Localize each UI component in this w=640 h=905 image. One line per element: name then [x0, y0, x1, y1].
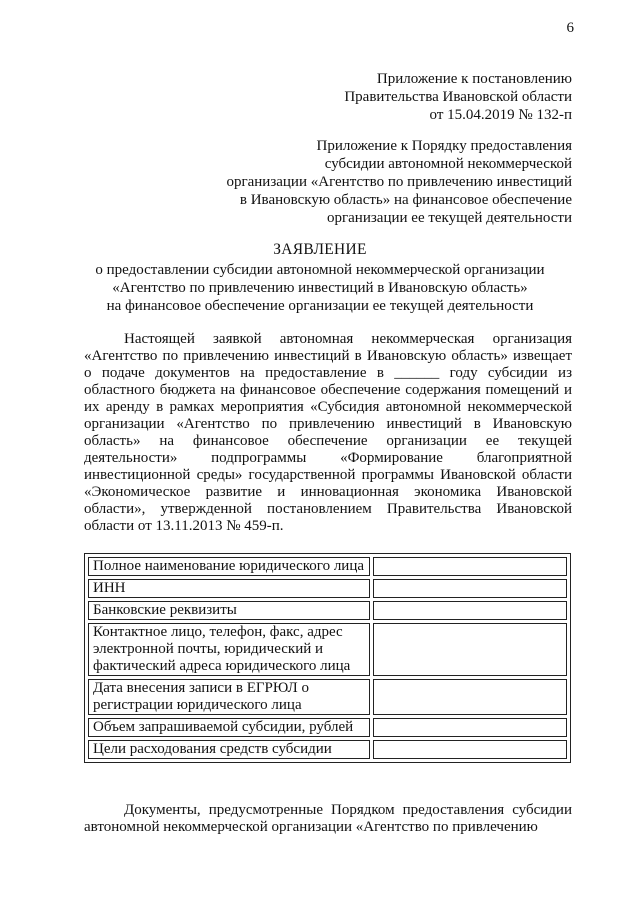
form-field-label: Цели расходования средств субсидии [88, 740, 370, 759]
table-row [88, 679, 567, 715]
appendix-procedure-line: организации ее текущей деятельности [327, 210, 572, 226]
appendix-procedure-line: в Ивановскую область» на финансовое обеспечение [239, 192, 572, 208]
form-field-label: Объем запрашиваемой субсидии, рублей [88, 718, 370, 737]
page-number: 6 [566, 20, 574, 36]
form-field-label: ИНН [88, 579, 370, 598]
table-row [88, 740, 567, 759]
appendix-procedure-line: организации «Агентство по привлечению инвестиций [226, 174, 572, 190]
table-row [88, 718, 567, 737]
form-field-value[interactable] [373, 623, 567, 676]
form-field-value[interactable] [373, 601, 567, 620]
appendix-resolution-line: Правительства Ивановской области [344, 89, 572, 105]
table-row [88, 557, 567, 576]
document-title: ЗАЯВЛЕНИЕ [273, 241, 367, 258]
appendix-resolution-line: Приложение к постановлению [376, 71, 572, 87]
table-row [88, 623, 567, 676]
form-field-value[interactable] [373, 679, 567, 715]
table-row [88, 579, 567, 598]
subtitle-line: «Агентство по привлечению инвестиций в Ивановскую область» [112, 280, 528, 296]
form-field-value[interactable] [373, 579, 567, 598]
form-field-label: Полное наименование юридического лица [88, 557, 370, 576]
appendix-procedure-line: Приложение к Порядку предоставления [316, 138, 572, 154]
table-row [88, 601, 567, 620]
intro-paragraph: Настоящей заявкой автономная некоммерческая организация «Агентство по привлечению инвестиций в Ивановскую область» извещает о подаче документов на предоставление в ______ году субсидии из областного бюджета на финансовое обеспечение содержания помещений и их аренду в рамках мероприятия «Субсидия автономной некоммерческой организации «Агентство по привлечению инвестиций в Ивановскую область» на финансовое обеспечение организации ее текущей деятельности» подпрограммы «Формирование благоприятной инвестиционной среды» государственной программы Ивановской области «Экономическое развитие и инновационная экономика Ивановской области», утвержденной постановлением Правительства Ивановской области от 13.11.2013 № 459-п. [84, 331, 572, 534]
form-field-value[interactable] [373, 718, 567, 737]
appendix-resolution-line: от 15.04.2019 № 132-п [429, 107, 572, 123]
appendix-resolution-header [344, 70, 572, 124]
form-field-value[interactable] [373, 557, 567, 576]
form-field-label: Дата внесения записи в ЕГРЮЛ о регистрации юридического лица [88, 679, 370, 715]
form-field-value[interactable] [373, 740, 567, 759]
subtitle-line: на финансовое обеспечение организации ее текущей деятельности [106, 298, 534, 314]
form-field-label: Контактное лицо, телефон, факс, адрес электронной почты, юридический и фактический адреса юридического лица [88, 623, 370, 676]
appendix-procedure-header [226, 137, 572, 227]
closing-paragraph: Документы, предусмотренные Порядком предоставления субсидии автономной некоммерческой организации «Агентство по привлечению [84, 802, 572, 835]
document-subtitle [70, 261, 570, 315]
subtitle-line: о предоставлении субсидии автономной некоммерческой организации [95, 262, 545, 278]
form-field-label: Банковские реквизиты [88, 601, 370, 620]
appendix-procedure-line: субсидии автономной некоммерческой [324, 156, 572, 172]
application-form-table [84, 553, 571, 763]
